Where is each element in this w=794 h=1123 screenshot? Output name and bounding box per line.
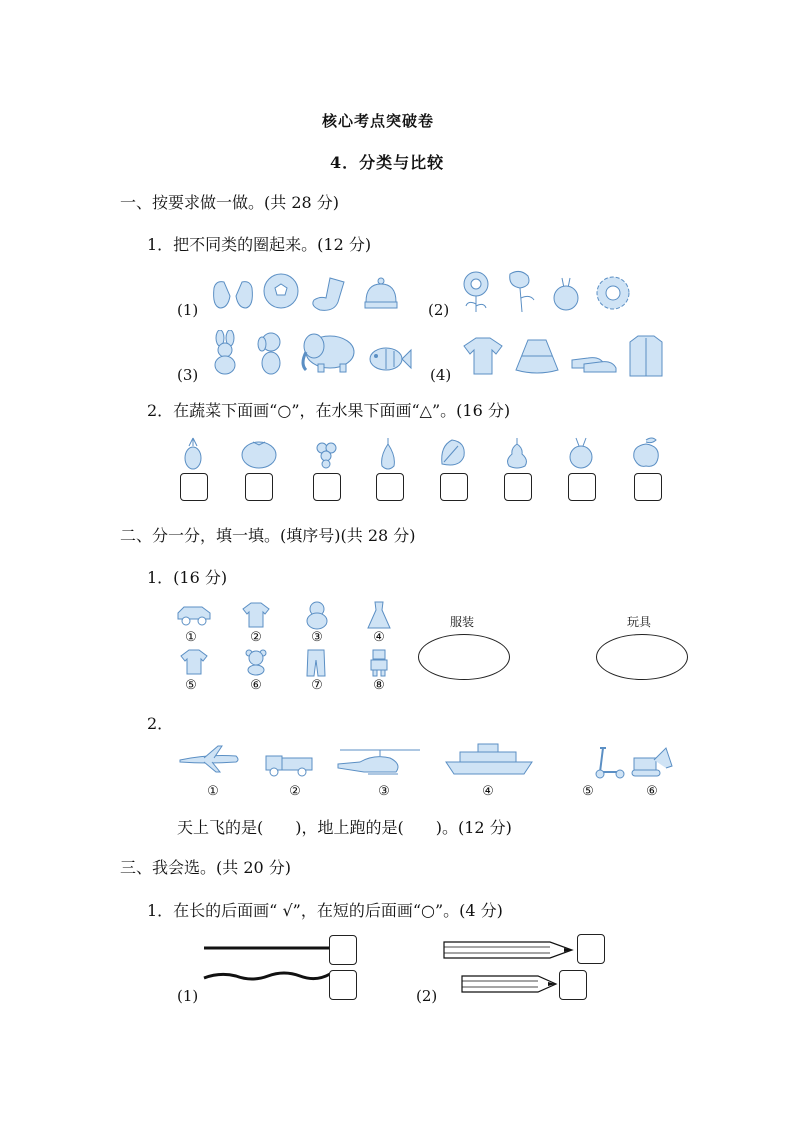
answer-box-short-pencil[interactable] bbox=[559, 970, 587, 1000]
answer-box-radish[interactable] bbox=[568, 473, 596, 501]
toys-circle[interactable] bbox=[596, 634, 688, 680]
item-number-7: ⑦ bbox=[311, 678, 323, 693]
answer-line[interactable]: 天上飞的是( )，地上跑的是( )。(12 分) bbox=[177, 818, 512, 837]
sub-label-2: (2) bbox=[416, 987, 438, 1005]
question-1-1: 1．把不同类的圈起来。(12 分) bbox=[147, 235, 372, 254]
vehicle-number-1: ① bbox=[207, 784, 219, 799]
answer-box-long-pencil[interactable] bbox=[577, 934, 605, 964]
grapes-icon bbox=[310, 436, 342, 470]
airplane-icon bbox=[178, 744, 240, 774]
item-number-3: ③ bbox=[311, 630, 323, 645]
pants-icon bbox=[305, 648, 327, 678]
eggplant-icon bbox=[376, 436, 400, 472]
answer-box-tomato[interactable] bbox=[245, 473, 273, 501]
excavator-icon bbox=[630, 744, 676, 780]
item-number-5: ⑤ bbox=[185, 678, 197, 693]
fish-icon[interactable] bbox=[366, 344, 412, 374]
hat-icon[interactable] bbox=[362, 276, 400, 312]
soccer-ball-icon[interactable] bbox=[262, 272, 300, 310]
shoes-icon[interactable] bbox=[570, 350, 618, 376]
section-3-heading: 三、我会选。(共 20 分) bbox=[120, 858, 292, 877]
group-label-4: (4) bbox=[430, 366, 452, 384]
answer-box-pineapple[interactable] bbox=[180, 473, 208, 501]
question-1-2: 2．在蔬菜下面画“○”，在水果下面画“△”。(16 分) bbox=[147, 401, 511, 420]
toys-label: 玩具 bbox=[627, 615, 652, 629]
lines-comparison bbox=[200, 938, 334, 988]
answer-box-straight-line[interactable] bbox=[329, 935, 357, 965]
sunflower-icon[interactable] bbox=[458, 270, 494, 314]
radish-vegetable-icon bbox=[564, 436, 598, 470]
item-number-4: ④ bbox=[373, 630, 385, 645]
item-number-1: ① bbox=[185, 630, 197, 645]
cabbage-icon bbox=[438, 436, 468, 470]
answer-box-cabbage[interactable] bbox=[440, 473, 468, 501]
question-2-2: 2． bbox=[147, 714, 174, 733]
elephant-icon[interactable] bbox=[298, 330, 358, 374]
teddy-bear-icon bbox=[243, 648, 269, 676]
radish-icon[interactable] bbox=[548, 276, 584, 314]
tomato-icon bbox=[240, 436, 278, 470]
mittens-icon[interactable] bbox=[210, 278, 256, 316]
shirt-icon[interactable] bbox=[462, 336, 504, 376]
pear-icon bbox=[503, 436, 531, 470]
vehicle-number-3: ③ bbox=[378, 784, 390, 799]
robot-toy-icon bbox=[368, 648, 390, 678]
vehicle-number-5: ⑤ bbox=[582, 784, 594, 799]
shirt-small-icon bbox=[180, 648, 208, 676]
vehicle-number-2: ② bbox=[289, 784, 301, 799]
skirt-icon[interactable] bbox=[512, 336, 562, 376]
rose-icon[interactable] bbox=[500, 268, 540, 314]
page-title: 核心考点突破卷 bbox=[322, 112, 435, 130]
group-label-2: (2) bbox=[428, 301, 450, 319]
clothing-label: 服装 bbox=[450, 615, 475, 629]
item-number-8: ⑧ bbox=[373, 678, 385, 693]
pineapple-icon bbox=[180, 436, 206, 470]
clothing-circle[interactable] bbox=[418, 634, 510, 680]
answer-box-pear[interactable] bbox=[504, 473, 532, 501]
page-subtitle: 4．分类与比较 bbox=[330, 153, 445, 172]
peach-icon bbox=[630, 436, 662, 470]
vehicle-number-6: ⑥ bbox=[646, 784, 658, 799]
question-2-1: 1．(16 分) bbox=[147, 568, 228, 587]
section-1-heading: 一、按要求做一做。(共 28 分) bbox=[120, 193, 340, 212]
sub-label-1: (1) bbox=[177, 987, 199, 1005]
jacket-icon bbox=[242, 601, 270, 629]
sock-icon[interactable] bbox=[308, 276, 352, 314]
answer-box-eggplant[interactable] bbox=[376, 473, 404, 501]
coat-icon[interactable] bbox=[626, 334, 666, 378]
answer-box-grapes[interactable] bbox=[313, 473, 341, 501]
toy-car-icon bbox=[176, 601, 212, 627]
vehicle-number-4: ④ bbox=[482, 784, 494, 799]
scooter-icon bbox=[592, 744, 626, 780]
question-3-1: 1．在长的后面画“ √”，在短的后面画“○”。(4 分) bbox=[147, 901, 503, 920]
helicopter-icon bbox=[334, 744, 424, 778]
dog-icon[interactable] bbox=[254, 330, 288, 376]
item-number-2: ② bbox=[250, 630, 262, 645]
rabbit-icon[interactable] bbox=[206, 330, 244, 376]
dress-icon bbox=[366, 600, 392, 630]
tumbler-toy-icon bbox=[304, 600, 330, 630]
group-label-1: (1) bbox=[177, 301, 199, 319]
truck-icon bbox=[264, 750, 314, 778]
answer-box-wavy-line[interactable] bbox=[329, 970, 357, 1000]
answer-box-peach[interactable] bbox=[634, 473, 662, 501]
daisy-icon[interactable] bbox=[594, 274, 632, 312]
ship-icon bbox=[444, 742, 534, 778]
section-2-heading: 二、分一分，填一填。(填序号)(共 28 分) bbox=[120, 526, 416, 545]
group-label-3: (3) bbox=[177, 366, 199, 384]
item-number-6: ⑥ bbox=[250, 678, 262, 693]
